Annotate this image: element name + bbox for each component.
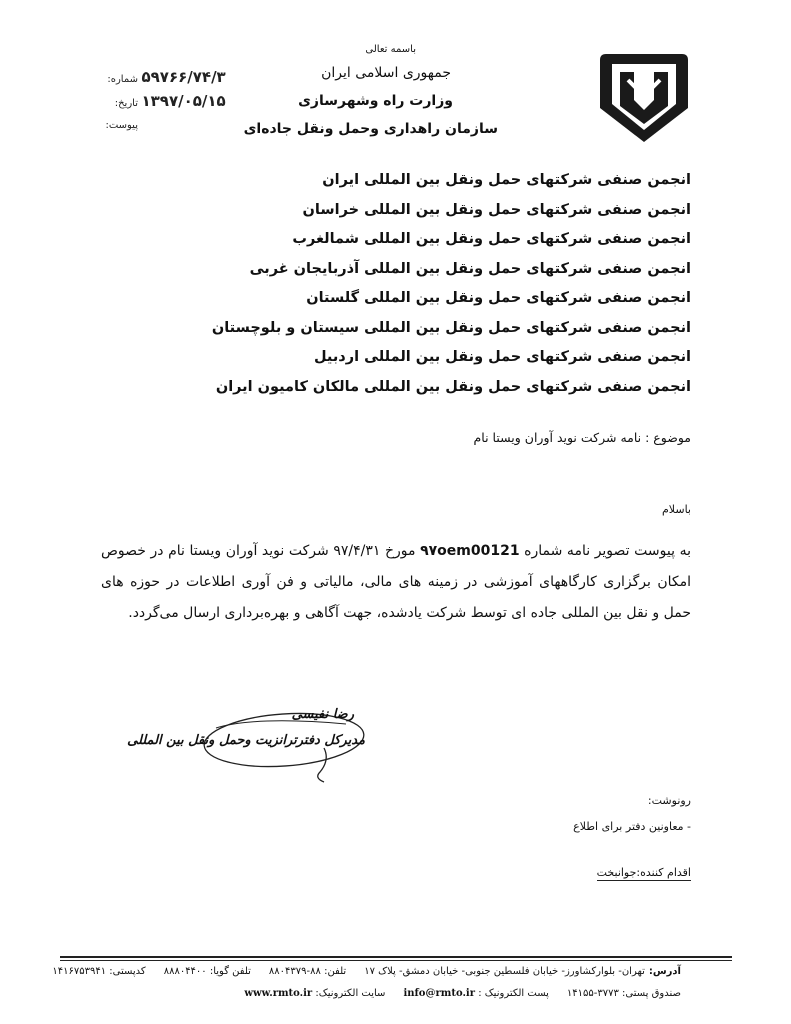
footer-divider-thin [60, 960, 732, 961]
attachment-label: پیوست: [105, 120, 138, 131]
website-label: سایت الکترونیک: [315, 988, 386, 999]
republic-title: جمهوری اسلامی ایران [321, 65, 451, 81]
address-label: آدرس: [648, 966, 681, 977]
footer-contact-line [244, 988, 681, 999]
website[interactable]: www.rmto.ir [244, 988, 313, 999]
number-value: ۵۹۷۶۶/۷۴/۳ [141, 68, 226, 86]
email[interactable]: info@rmto.ir [403, 988, 475, 999]
organization-title: سازمان راهداری وحمل ونقل جاده‌ای [243, 121, 498, 137]
recipient: انجمن صنفی شرکتهای حمل ونقل بین المللی آذربایجان غربی [249, 260, 691, 277]
phone: تلفن: ۸۸-۸۸۰۴۳۷۹ [268, 966, 347, 977]
footer-address-line [52, 966, 681, 977]
recipient: انجمن صنفی شرکتهای حمل ونقل بین المللی سیستان و بلوچستان [211, 319, 691, 336]
number-label: شماره: [107, 74, 138, 85]
body-part-2: مورخ ۹۷/۴/۳۱ شرکت نوید آوران ویستا نام در خصوص امکان برگزاری کارگاههای آموزشی در زمینه های مالی، مالیاتی و فن آوری اطلاعات در حوزه های حمل و نقل بین المللی جاده ای توسط شرکت یادشده، جهت آگاهی و بهره‌برداری ارسال می‌گردد. [101, 543, 691, 621]
letter-number [100, 68, 240, 86]
recipient: انجمن صنفی شرکتهای حمل ونقل بین المللی مالکان کامیون ایران [215, 378, 691, 395]
address: تهران- بلوارکشاورز- خیابان فلسطین جنوبی- خیابان دمشق- پلاک ۱۷ [364, 966, 645, 977]
date-label: تاریخ: [114, 98, 138, 109]
email-label: پست الکترونیک : [478, 988, 549, 999]
ministry-title: وزارت راه وشهرسازی [298, 93, 453, 109]
letter-attachment [100, 118, 240, 131]
letter-body [101, 536, 691, 629]
recipient: انجمن صنفی شرکتهای حمل ونقل بین المللی شمالغرب [292, 231, 691, 247]
recipient: انجمن صنفی شرکتهای حمل ونقل بین المللی خراسان [302, 201, 691, 218]
recipient: انجمن صنفی شرکتهای حمل ونقل بین المللی اردبیل [313, 349, 691, 365]
body-part-1: به پیوست تصویر نامه شماره [519, 543, 691, 559]
fax: تلفن گویا: ۸۸۸۰۴۴۰۰ [163, 966, 251, 977]
cc-item: - معاونین دفتر برای اطلاع [573, 820, 691, 833]
letter-date [100, 92, 240, 110]
recipient: انجمن صنفی شرکتهای حمل ونقل بین المللی گلستان [306, 290, 691, 306]
signatory-name: رضا نفیسی [291, 707, 354, 722]
postal-code: کدپستی: ۱۴۱۶۷۵۳۹۴۱ [52, 966, 146, 977]
bismillah: باسمه تعالی [365, 44, 416, 55]
subject-line: موضوع : نامه شرکت نوید آوران ویستا نام [473, 430, 691, 445]
action-officer: اقدام کننده:جوانبخت [596, 866, 691, 879]
referenced-letter-number: ۹۷oem00121 [420, 543, 520, 559]
recipient: انجمن صنفی شرکتهای حمل ونقل بین المللی ایران [322, 172, 691, 188]
po-box: صندوق پستی: ۳۷۷۳-۱۴۱۵۵ [566, 988, 681, 999]
recipients-list [131, 166, 691, 402]
date-value: ۱۳۹۷/۰۵/۱۵ [141, 92, 226, 110]
rmto-logo [598, 52, 690, 144]
footer-divider [60, 956, 732, 958]
signatory-title: مدیرکل دفترترانزیت وحمل ونقل بین المللی [127, 733, 365, 748]
cc-label: رونوشت: [647, 794, 691, 807]
greeting: باسلام [661, 503, 691, 516]
